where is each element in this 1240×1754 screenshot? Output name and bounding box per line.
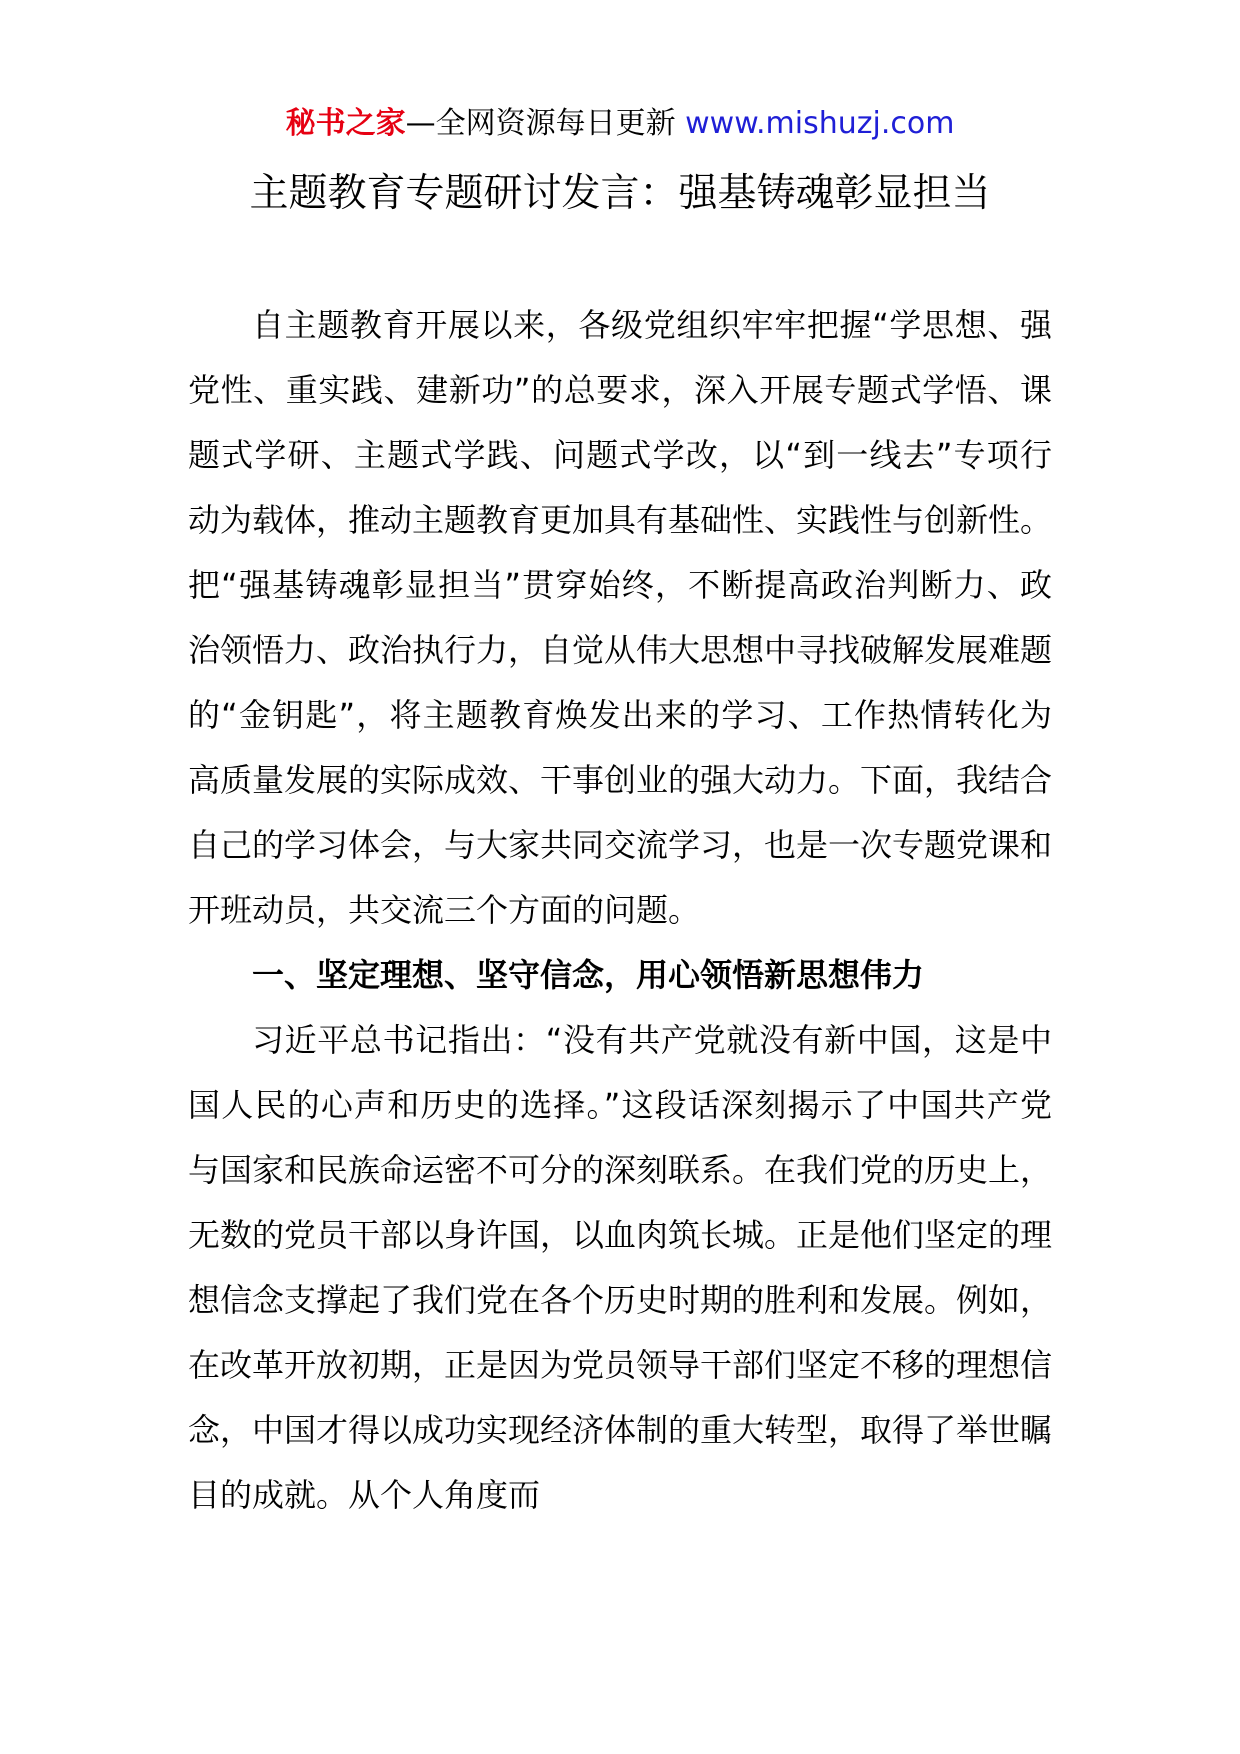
- site-tagline: —全网资源每日更新: [405, 106, 676, 141]
- document-body: [188, 293, 1052, 1528]
- site-banner: [0, 102, 1240, 146]
- section-paragraph: 习近平总书记指出：“没有共产党就没有新中国，这是中国人民的心声和历史的选择。”这段话深刻揭示了中国共产党与国家和民族命运密不可分的深刻联系。在我们党的历史上，无数的党员干部以身许国，以血肉筑长城。正是他们坚定的理想信念支撑起了我们党在各个历史时期的胜利和发展。例如，在改革开放初期，正是因为党员领导干部们坚定不移的理想信念，中国才得以成功实现经济体制的重大转型，取得了举世瞩目的成就。从个人角度而: [188, 1021, 1053, 1514]
- section-heading: 一、坚定理想、坚守信念，用心领悟新思想伟力: [252, 956, 925, 994]
- site-url-link[interactable]: www.mishuzj.com: [685, 106, 955, 141]
- site-brand: 秘书之家: [285, 106, 406, 141]
- intro-paragraph: 自主题教育开展以来，各级党组织牢牢把握“学思想、强党性、重实践、建新功”的总要求，深入开展专题式学悟、课题式学研、主题式学践、问题式学改，以“到一线去”专项行动为载体，推动主题教育更加具有基础性、实践性与创新性。把“强基铸魂彰显担当”贯穿始终，不断提高政治判断力、政治领悟力、政治执行力，自觉从伟大思想中寻找破解发展难题的“金钥匙”，将主题教育焕发出来的学习、工作热情转化为高质量发展的实际成效、干事创业的强大动力。下面，我结合自己的学习体会，与大家共同交流学习，也是一次专题党课和开班动员，共交流三个方面的问题。: [188, 306, 1053, 929]
- page-title: 主题教育专题研讨发言：强基铸魂彰显担当: [249, 171, 991, 216]
